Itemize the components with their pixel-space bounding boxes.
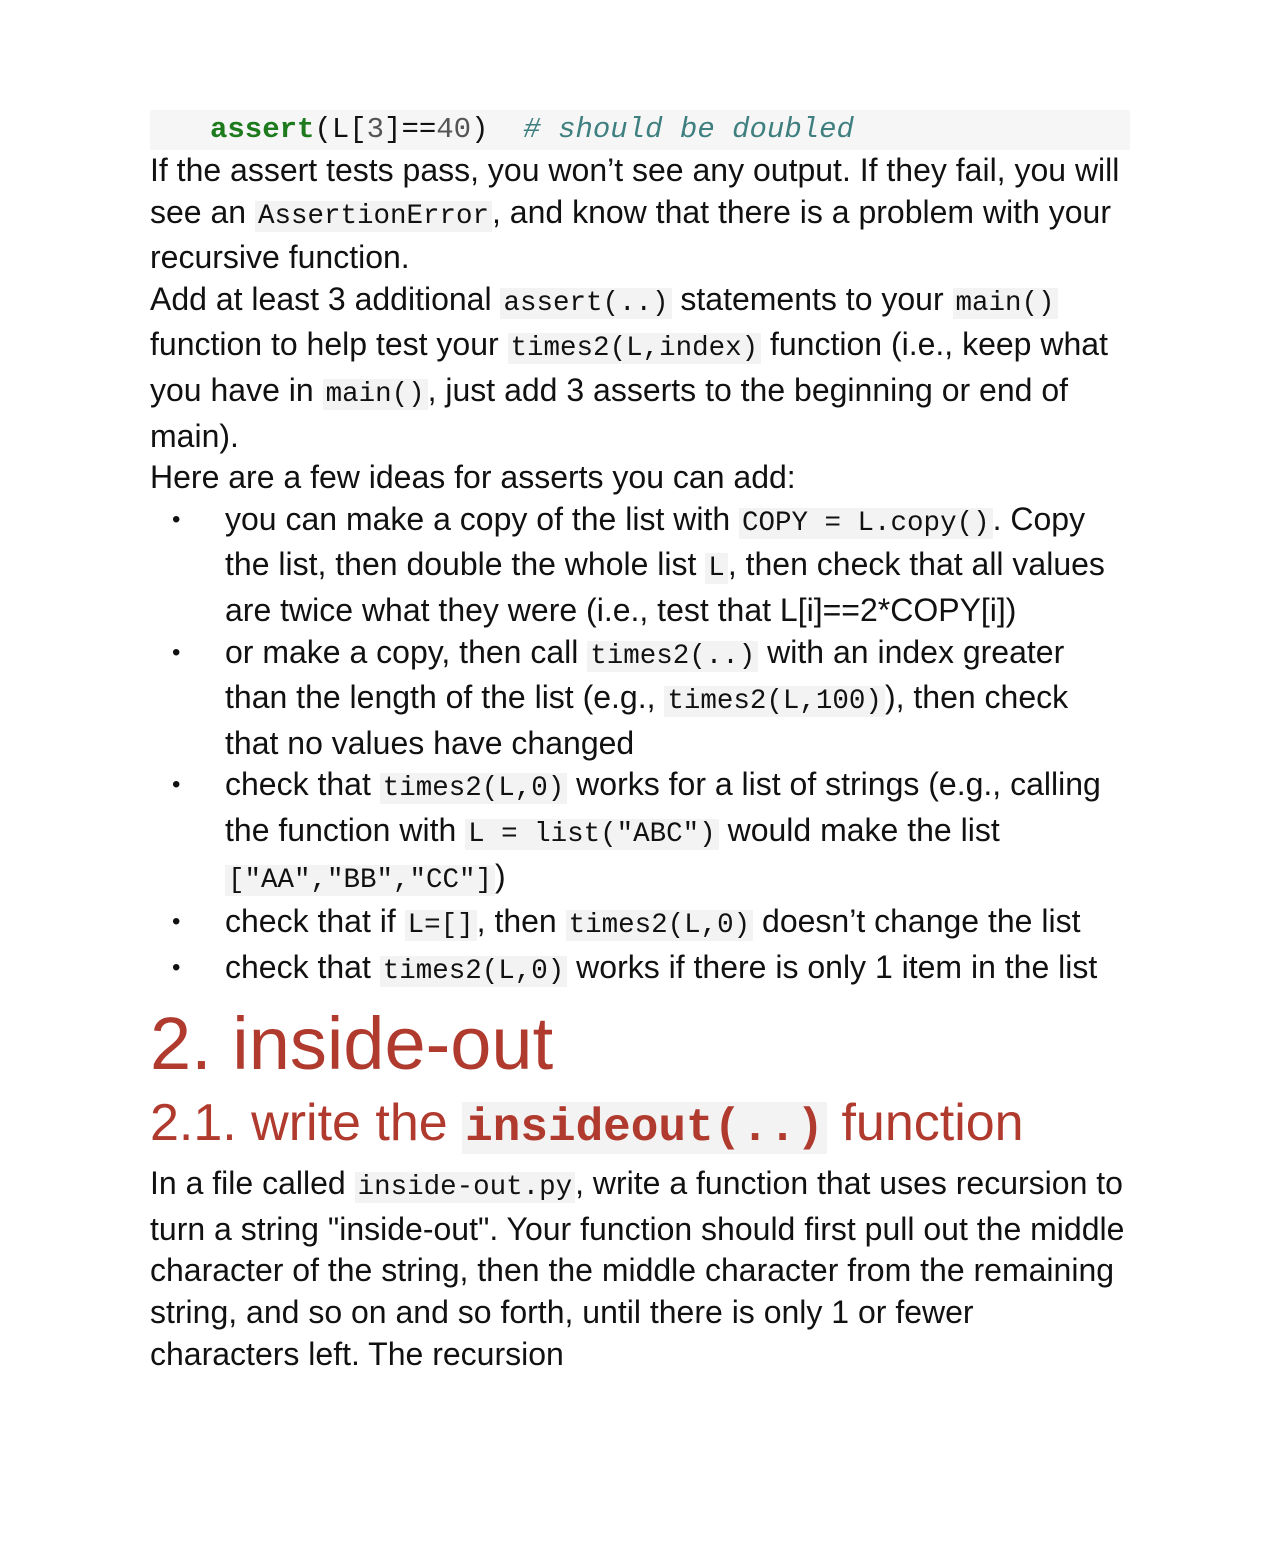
- bullet-marker: •: [172, 908, 181, 936]
- text: or make a copy, then call: [225, 633, 588, 670]
- inline-code: ["AA","BB","CC"]: [225, 865, 495, 896]
- inline-code: times2(..): [587, 641, 758, 672]
- code-expr-a: (L[: [314, 113, 367, 146]
- text: Add at least 3 additional: [150, 280, 501, 317]
- list-item: [150, 764, 1130, 901]
- inline-code: insideout(..): [462, 1102, 827, 1154]
- inline-code: times2(L,index): [508, 333, 762, 364]
- code-expr-c: ): [471, 113, 489, 146]
- text: statements to your: [671, 280, 953, 317]
- text: function: [827, 1094, 1024, 1153]
- text: function (i.e., keep what you have in: [150, 326, 1108, 408]
- paragraph-insideout-description: [150, 1163, 1130, 1375]
- inline-code: COPY = L.copy(): [739, 508, 993, 539]
- inline-code: inside-out.py: [355, 1172, 576, 1203]
- inline-code: L: [705, 553, 728, 584]
- text: would make the list: [718, 811, 1000, 848]
- inline-code: times2(L,0): [566, 910, 754, 941]
- code-keyword: assert: [210, 113, 315, 146]
- list-item: [150, 947, 1130, 993]
- list-item: [150, 632, 1130, 765]
- text: , just add 3 asserts to the beginning or end of main).: [150, 371, 1069, 454]
- document-page: [150, 110, 1130, 1375]
- text: . Copy the list, then double the whole list: [225, 500, 1086, 583]
- text: In a file called: [150, 1165, 355, 1202]
- text: check that: [225, 766, 380, 803]
- section-heading: 2. inside-out: [150, 1002, 554, 1086]
- text: , and know that there is a problem with your recursive function.: [150, 193, 1111, 276]
- text: function to help test your: [150, 326, 508, 363]
- text: ): [495, 857, 506, 894]
- text: , write a function that uses recursion to turn a string "inside-out". Your function should first pull out the middle character of the string, then the middle character from the remaining string, and so on and so forth, until there is only 1 or fewer characters left. The recursion: [150, 1165, 1125, 1372]
- bullet-marker: •: [172, 771, 181, 799]
- text: works if there is only 1 item in the list: [567, 948, 1098, 985]
- subsection-heading: [150, 1088, 1130, 1163]
- paragraph-assert-result: [150, 150, 1130, 279]
- paragraph-add-asserts: [150, 279, 1130, 457]
- bullet-marker: •: [172, 505, 181, 533]
- list-item: [150, 499, 1130, 632]
- text: ), then check that no values have changed: [225, 679, 1069, 761]
- code-expr-num: 3: [366, 113, 385, 146]
- text: 2.1. write the: [150, 1094, 463, 1153]
- code-snippet-line: [150, 110, 1130, 150]
- text: If the assert tests pass, you won’t see any output. If they fail, you will see an: [150, 152, 1120, 230]
- inline-code: times2(L,100): [664, 686, 885, 717]
- inline-code: assert(..): [500, 288, 671, 319]
- text: check that: [225, 948, 380, 985]
- text: you can make a copy of the list with: [225, 500, 740, 537]
- text: works for a list of strings (e.g., calling the function with: [225, 766, 1101, 848]
- bullet-marker: •: [172, 953, 181, 981]
- inline-code: main(): [953, 288, 1058, 319]
- ideas-list: [150, 499, 1130, 993]
- code-expr-val: 40: [436, 113, 472, 146]
- inline-code: AssertionError: [255, 201, 492, 232]
- inline-code: main(): [323, 379, 428, 410]
- inline-code: L = list("ABC"): [465, 819, 719, 850]
- paragraph-ideas-intro: Here are a few ideas for asserts you can add:: [150, 459, 796, 496]
- bullet-marker: •: [172, 638, 181, 666]
- list-item: [150, 901, 1130, 947]
- code-expr-b: ]==: [384, 113, 437, 146]
- text: with an index greater than the length of the list (e.g.,: [225, 633, 1065, 716]
- code-comment: # should be doubled: [523, 113, 854, 146]
- inline-code: L=[]: [405, 910, 477, 941]
- inline-code: times2(L,0): [380, 773, 568, 804]
- inline-code: times2(L,0): [380, 956, 568, 987]
- text: , then: [476, 903, 566, 940]
- text: check that if: [225, 903, 405, 940]
- text: , then check that all values are twice what they were (i.e., test that L[i]==2*COPY[i]): [225, 546, 1105, 628]
- text: doesn’t change the list: [753, 903, 1081, 940]
